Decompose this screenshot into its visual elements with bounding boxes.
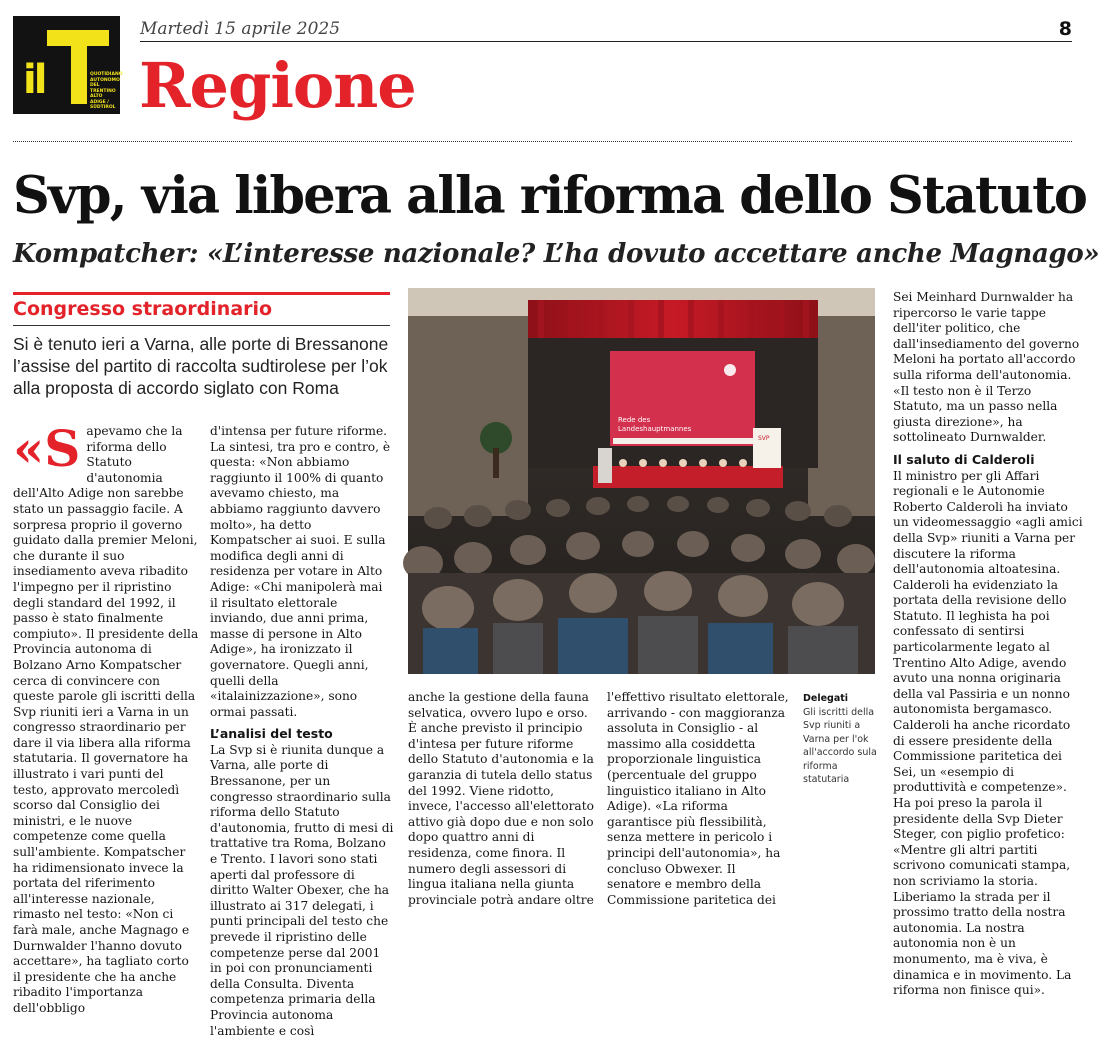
- lectern: [598, 448, 612, 483]
- column-4: [607, 690, 793, 908]
- column-1: [13, 419, 199, 1017]
- dropcap: «S: [13, 419, 81, 478]
- logo-t-bar: [47, 30, 109, 46]
- screen-text-1: Rede des: [618, 416, 651, 424]
- photo-caption: [803, 692, 883, 787]
- screen-text-2: Landeshauptmannes: [618, 425, 692, 433]
- column-5: [893, 290, 1083, 999]
- caption-text: Gli iscritti della Svp riuniti a Varna per l'ok all'accordo sula riforma statutaria: [803, 706, 877, 785]
- kicker: Congresso straordinario: [13, 298, 273, 320]
- column-5-text-a: Sei Meinhard Durnwalder ha ripercorso le varie tappe dell'iter politico, che dall'insediamento del governo Meloni ha portato all'accordo sulla riforma dell'autonomia. «Il testo non è il Terzo Statuto, ma un passo nella giusta direzione», ha sottolineato Durnwalder.: [893, 290, 1080, 445]
- column-2-text-a: d'intensa per future riforme. La sintesi, tra pro e contro, è questa: «Non abbiamo raggiunto il 100% di quanto avevamo chiesto, ma abbiamo raggiunto davvero molto», ha detto Kompatscher ai suoi. E sulla modifica degli anni di residenza per votare in Alto Adige: «Chi manipolerà mai il risultato elettorale inviando, due anni prima, masse di persone in Alto Adige», ha ironizzato il governatore. Quegli anni, quelli della «italainizzazione», sono ormai passati.: [210, 424, 391, 719]
- top-rule: [140, 41, 1072, 42]
- column-3-text: anche la gestione della fauna selvatica, ovvero lupo e orso. È anche previsto il principio d'intesa per future riforme dello Statuto d'autonomia e la garanzia di tutela dello status del 1992. Viene ridotto, invece, l'accesso all'elettorato attivo già dopo due e non solo dopo quattro anni di residenza, come finora. Il numero degli assessori di lingua italiana nella giunta provinciale potrà andare oltre: [408, 690, 594, 907]
- logo-t-stem: [71, 46, 87, 104]
- section-title: Regione: [139, 49, 416, 122]
- column-4-text: l'effettivo risultato elettorale, arrivando - con maggioranza assoluta in Consiglio - al massimo alla cosiddetta proporzionale linguistica (percentuale del gruppo linguistico italiano in Alto Adige). «La riforma garantisce più flessibilità, senza mettere in pericolo i principi dell'autonomia», ha concluso Obwexer. Il senatore e membro della Commissione paritetica dei: [607, 690, 789, 907]
- side-banner-text: SVP: [758, 435, 770, 442]
- page-number: 8: [1058, 18, 1072, 40]
- headline: Svp, via libera alla riforma dello Statuto: [13, 166, 1087, 226]
- logo-letters: il: [23, 57, 45, 103]
- congress-photo: [408, 288, 875, 674]
- summary: Si è tenuto ieri a Varna, alle porte di Bressanone l’assise del partito di raccolta sudtirolese per l’ok alla proposta di accordo siglato con Roma: [13, 334, 389, 398]
- stage-table: [593, 466, 783, 488]
- caption-title: Delegati: [803, 693, 849, 704]
- side-banner: [753, 428, 781, 468]
- column-3: [408, 690, 594, 908]
- column-2: [210, 424, 394, 1039]
- subheading-calderoli: Il saluto di Calderoli: [893, 451, 1035, 467]
- kicker-rule: [13, 292, 390, 295]
- subheading-analisi: L’analisi del testo: [210, 726, 333, 742]
- kicker-underline: [13, 325, 390, 326]
- logo-tagline: QUOTIDIANO AUTONOMO DEL TRENTINO ALTO ADIGE / SÜDTIROL: [90, 72, 123, 110]
- newspaper-logo: [13, 16, 123, 114]
- column-5-text-b: Il ministro per gli Affari regionali e le Autonomie Roberto Calderoli ha inviato un videomessaggio «agli amici della Svp» riuniti a Varna per discutere la riforma dell'autonomia altoatesina. Calderoli ha evidenziato la portata della revisione dello Statuto. Il leghista ha poi confessato di sentirsi particolarmente legato al Trentino Alto Adige, avendo avuto una nonna originaria della val Passiria e un nonno autonomista bergamasco. Calderoli ha anche ricordato di essere presidente della Commissione paritetica dei Sei, un «esempio di produttività e competenze». Ha poi preso la parola il presidente della Svp Dieter Steger, con piglio profetico: «Mentre gli altri partiti scrivono comunicati stampa, non scriviamo la storia. Liberiamo la strada per il prossimo tratto della nostra autonomia. La nostra autonomia non è un monumento, ma è viva, è dinamica e in movimento. La riforma non finisce qui».: [893, 468, 1083, 998]
- section-divider: [13, 141, 1072, 142]
- issue-date: Martedì 15 aprile 2025: [140, 19, 341, 39]
- column-2-text-b: La Svp si è riunita dunque a Varna, alle porte di Bressanone, per un congresso straordinario sulla riforma dello Statuto d'autonomia, frutto di mesi di trattative tra Roma, Bolzano e Trento. I lavori sono stati aperti dal professore di diritto Walter Obexer, che ha illustrato ai 317 delegati, i punti principali del testo che prevede il ripristino delle competenze perse dal 2001 in poi con pronunciamenti della Consulta. Diventa competenza primaria della Provincia autonoma l'ambiente e così: [210, 742, 394, 1038]
- subheadline: Kompatcher: «L’interesse nazionale? L’ha dovuto accettare anche Magnago»: [13, 239, 1099, 269]
- column-1-text: apevamo che la riforma dello Statuto d'autonomia dell'Alto Adige non sarebbe stato un passaggio facile. A sorpresa proprio il governo guidato dalla premier Meloni, che durante il suo insediamento aveva ribadito l'impegno per il ripristino degli standard del 1992, il passo è stato finalmente compiuto». Il presidente della Provincia autonoma di Bolzano Arno Kompatscher cerca di convincere con queste parole gli iscritti della Svp riuniti ieri a Varna in un congresso straordinario per dare il via libera alla riforma statutaria. Il governatore ha illustrato i vari punti del testo, approvato mercoledì scorso dal Consiglio dei ministri, e le nuove competenze come quella sull'ambiente. Kompatscher ha ridimensionato invece la portata del riferimento all'interesse nazionale, rimasto nel testo: «Non ci farà male, anche Magnago e Durnwalder l'hanno dovuto accettare», ha tagliato corto il presidente che ha anche ribadito l'importanza dell'obbligo: [13, 424, 199, 1015]
- congress-hall-illustration: [408, 288, 875, 674]
